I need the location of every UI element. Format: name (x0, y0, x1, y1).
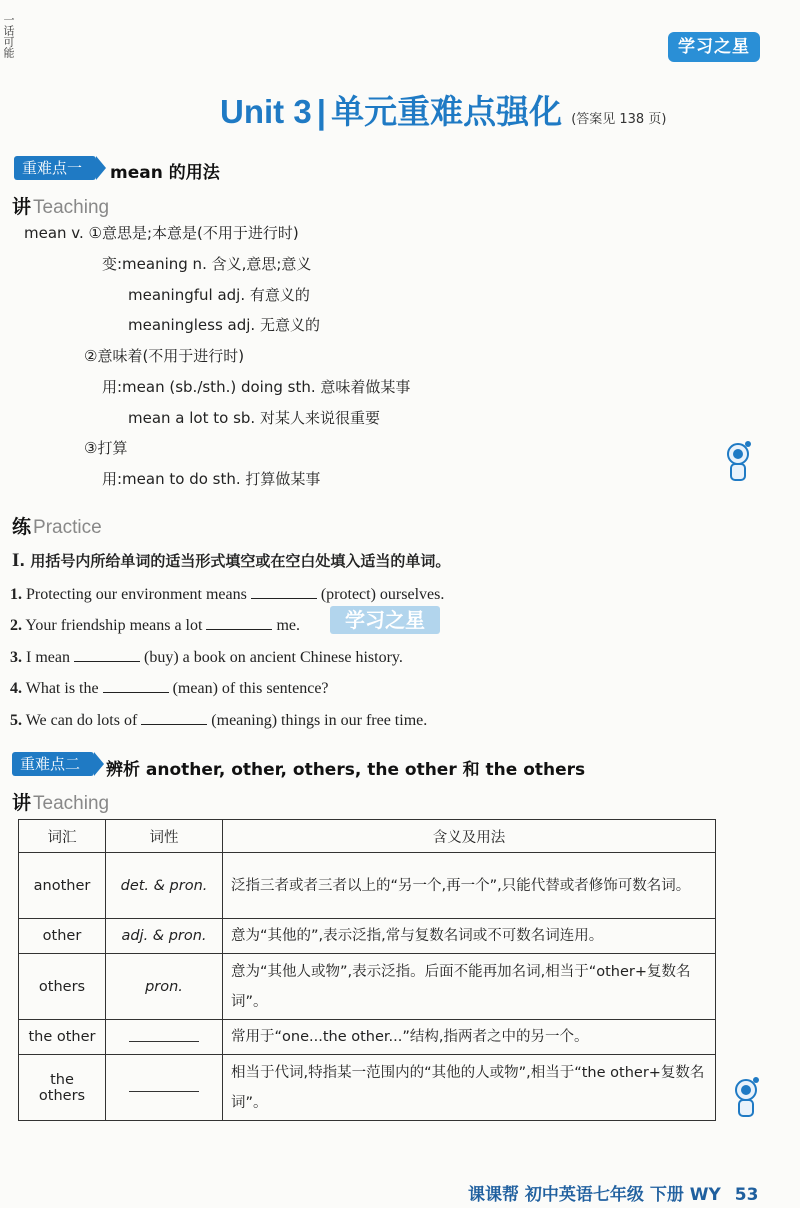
exercise-instruction: I. 用括号内所给单词的适当形式填空或在空白处填入适当的单词。 (12, 550, 451, 571)
unit-label: Unit 3 (220, 93, 312, 130)
header-pos: 词性 (106, 820, 223, 853)
answer-blank[interactable] (129, 1029, 199, 1042)
table-row (19, 919, 716, 954)
brand-logo: 学习之星 (668, 32, 760, 62)
page-number: 53 (734, 1185, 759, 1205)
header-meaning: 含义及用法 (223, 820, 716, 853)
watermark: 学习之星 (330, 606, 440, 634)
table-row (19, 954, 716, 1020)
point2-title: 辨析 another, other, others, the other 和 the others (106, 760, 586, 780)
cell-meaning: 意为“其他人或物”,表示泛指。后面不能再加名词,相当于“other+复数名词”。 (223, 954, 716, 1020)
answer-blank[interactable] (129, 1079, 199, 1092)
page-title (220, 86, 666, 133)
cell-meaning: 常用于“one...the other...”结构,指两者之中的另一个。 (223, 1020, 716, 1055)
answer-blank[interactable] (103, 678, 169, 693)
answer-blank[interactable] (206, 615, 272, 630)
title-divider: | (316, 93, 326, 130)
cell-word: the others (19, 1055, 106, 1121)
table-row (19, 1020, 716, 1055)
cell-word: another (19, 853, 106, 919)
cell-pos: pron. (106, 954, 223, 1020)
answer-blank[interactable] (74, 647, 140, 662)
mean-def-3: ③打算 (84, 439, 128, 457)
practice-heading: 练 Practice (12, 516, 102, 538)
mean-variant: 变:meaning n. 含义,意思;意义 (102, 255, 312, 273)
cell-word: others (19, 954, 106, 1020)
cell-pos (106, 1055, 223, 1121)
answer-blank[interactable] (251, 584, 317, 599)
usage-table (18, 819, 716, 1121)
footer (468, 1180, 758, 1205)
meaningful-def: meaningful adj. 有意义的 (128, 286, 310, 304)
exercise-4: 4. What is the (mean) of this sentence? (10, 680, 329, 697)
point1-tag: 重难点一 (14, 156, 96, 180)
exercise-3: 3. I mean (buy) a book on ancient Chinese history. (10, 649, 403, 666)
answer-reference: (答案见 138 页) (571, 112, 667, 127)
point1-title: mean 的用法 (110, 163, 220, 183)
mean-def-2: ②意味着(不用于进行时) (84, 347, 245, 365)
meaningless-def: meaningless adj. 无意义的 (128, 316, 320, 334)
teaching-heading-1: 讲 Teaching (12, 196, 110, 218)
mean-usage-3: 用:mean to do sth. 打算做某事 (102, 470, 321, 488)
cell-meaning: 相当于代词,特指某一范围内的“其他的人或物”,相当于“the other+复数名词”。 (223, 1055, 716, 1121)
cell-pos: det. & pron. (106, 853, 223, 919)
point2-tag: 重难点二 (12, 752, 94, 776)
cell-meaning: 泛指三者或者三者以上的“另一个,再一个”,只能代替或者修饰可数名词。 (223, 853, 716, 919)
exercise-1: 1. Protecting our environment means (protect) ourselves. (10, 586, 445, 603)
cell-meaning: 意为“其他的”,表示泛指,常与复数名词或不可数名词连用。 (223, 919, 716, 954)
mean-def-1: mean v. ①意思是;本意是(不用于进行时) (24, 224, 299, 242)
title-text: 单元重难点强化 (331, 93, 563, 130)
table-row (19, 853, 716, 919)
table-header-row (19, 820, 716, 853)
footer-text: 课课帮 初中英语七年级 下册 WY (468, 1185, 721, 1205)
mean-usage-1: 用:mean (sb./sth.) doing sth. 意味着做某事 (102, 378, 411, 396)
mean-usage-2: mean a lot to sb. 对某人来说很重要 (128, 409, 380, 427)
cell-word: other (19, 919, 106, 954)
exercise-2: 2. Your friendship means a lot me. (10, 617, 300, 634)
header-word: 词汇 (19, 820, 106, 853)
spine-text: 一话可能 (2, 14, 15, 58)
astronaut-icon (732, 1076, 760, 1122)
exercise-5: 5. We can do lots of (meaning) things in our free time. (10, 712, 428, 729)
cell-word: the other (19, 1020, 106, 1055)
cell-pos (106, 1020, 223, 1055)
astronaut-icon (724, 440, 752, 486)
answer-blank[interactable] (141, 710, 207, 725)
teaching-heading-2: 讲 Teaching (12, 792, 110, 814)
cell-pos: adj. & pron. (106, 919, 223, 954)
table-row (19, 1055, 716, 1121)
